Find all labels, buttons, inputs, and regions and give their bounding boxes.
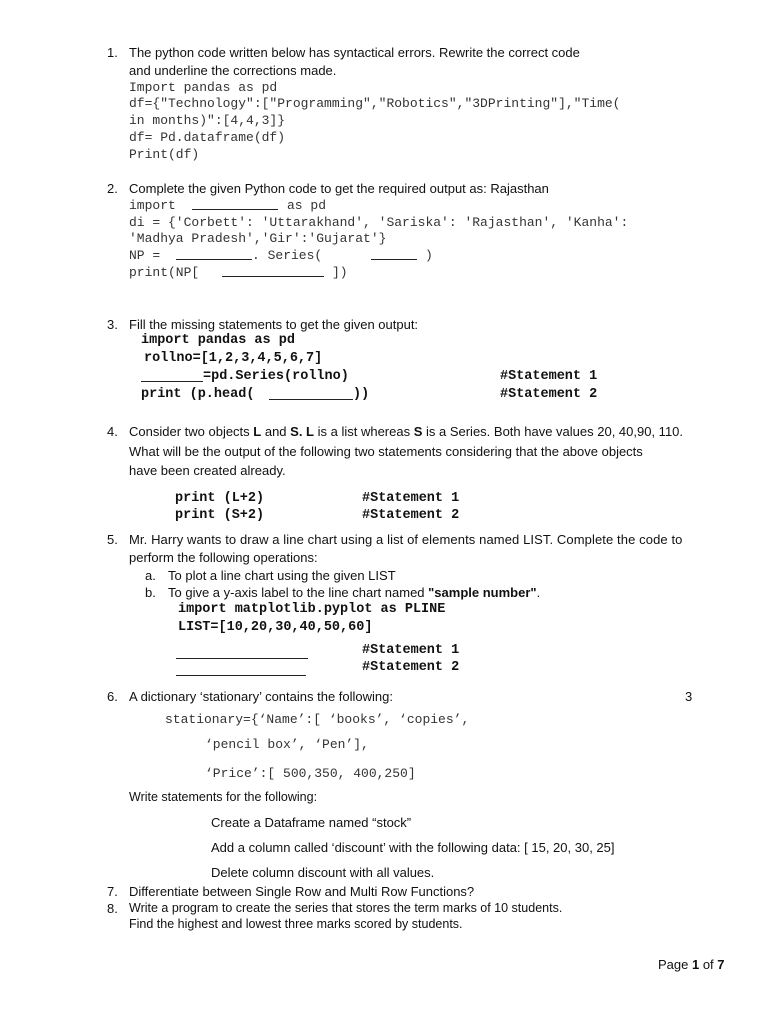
q2-code-as-pd: as pd [287,198,327,213]
q2-code-line3: 'Madhya Pradesh','Gir':'Gujarat'} [129,231,387,246]
q6-write-label: Write statements for the following: [129,790,318,804]
q2-code-print-close: ]) [332,265,348,280]
q2-blank-1 [192,209,278,210]
q5-item-a-text: To plot a line chart using the given LIST [168,568,396,583]
q6-text-line1: A dictionary ‘stationary’ contains the following: [129,689,393,704]
q5-item-b-text: To give a y-axis label to the line chart named "sample number". [168,585,541,600]
q2-code-line2: di = {'Corbett': 'Uttarakhand', 'Sariska': 'Rajasthan', 'Kanha': [129,215,629,230]
q5-statement1: #Statement 1 [362,643,460,658]
q5-blank-2 [176,675,306,676]
q3-blank-1 [141,381,203,382]
q2-blank-3 [371,259,417,260]
q3-code-line3: =pd.Series(rollno) [203,369,349,384]
q1-code-line: in months)":[4,4,3]} [129,113,286,128]
q4-code-line1: print (L+2) [175,491,265,506]
q4-code-line2: print (S+2) [175,508,265,523]
q5-blank-1 [176,658,308,659]
q1-number: 1. [107,45,118,60]
q3-code-line4-close: )) [353,387,370,402]
q6-task-1: Create a Dataframe named “stock” [211,815,412,830]
q6-number: 6. [107,689,118,704]
q1-text-line1: The python code written below has syntactical errors. Rewrite the correct code [129,45,580,60]
q3-text-line1: Fill the missing statements to get the given output: [129,317,419,332]
q8-text-line1: Write a program to create the series that stores the term marks of 10 students. [129,901,563,915]
q2-code-series: . Series( [252,248,323,263]
q3-blank-2 [269,399,353,400]
q3-statement1: #Statement 1 [500,369,598,384]
q6-task-3: Delete column discount with all values. [211,865,435,880]
q6-code-line2: ‘pencil box’, ‘Pen’], [205,737,369,752]
q5-statement2: #Statement 2 [362,660,460,675]
q7-number: 7. [107,884,118,899]
q1-code-line: Import pandas as pd [129,80,278,95]
q4-statement2: #Statement 2 [362,508,460,523]
q8-text-line2: Find the highest and lowest three marks scored by students. [129,917,463,931]
q1-text-line2: and underline the corrections made. [129,63,337,78]
q3-statement2: #Statement 2 [500,387,598,402]
q6-code-line3: ‘Price’:[ 500,350, 400,250] [205,766,416,781]
q2-code-import: import [129,198,176,213]
q4-text-line2: What will be the output of the following two statements considering that the above objects [129,444,643,459]
q6-code-line1: stationary={‘Name’:[ ‘books’, ‘copies’, [165,712,470,727]
q5-item-a-label: a. [145,568,156,583]
q5-code-line2: LIST=[10,20,30,40,50,60] [178,620,373,635]
q6-marks: 3 [685,689,693,704]
q2-code-print: print(NP[ [129,265,200,280]
q1-code-line: df= Pd.dataframe(df) [129,130,286,145]
q2-blank-4 [222,276,324,277]
q3-code-line1: import pandas as pd [141,333,295,348]
q5-number: 5. [107,532,118,547]
q2-number: 2. [107,181,118,196]
q5-text-line1: Mr. Harry wants to draw a line chart using a list of elements named LIST. Complete the code to [129,532,683,547]
q5-item-b-label: b. [145,585,156,600]
q2-text-line1: Complete the given Python code to get the required output as: Rajasthan [129,181,549,196]
q8-number: 8. [107,901,118,916]
q4-statement1: #Statement 1 [362,491,460,506]
q4-number: 4. [107,424,118,439]
q1-code-line: Print(df) [129,147,200,162]
q5-text-line2: perform the following operations: [129,550,318,565]
q3-code-line2: rollno=[1,2,3,4,5,6,7] [144,351,323,366]
q2-blank-2 [176,259,252,260]
q3-number: 3. [107,317,118,332]
q3-code-line4: print (p.head( [141,387,255,402]
q1-code-line: df={"Technology":["Programming","Robotics","3DPrinting"],"Time( [129,96,621,111]
q6-task-2: Add a column called ‘discount’ with the following data: [ 15, 20, 30, 25] [211,840,615,855]
q4-text-line3: have been created already. [129,463,286,478]
q2-code-np: NP = [129,248,161,263]
q5-code-line1: import matplotlib.pyplot as PLINE [178,602,446,617]
q4-text-line1: Consider two objects L and S. L is a list whereas S is a Series. Both have values 20, 40,90, 110. [129,424,684,439]
page-footer: Page 1 of 7 [658,957,725,972]
q7-text: Differentiate between Single Row and Multi Row Functions? [129,884,475,899]
q2-code-close: ) [425,248,433,263]
